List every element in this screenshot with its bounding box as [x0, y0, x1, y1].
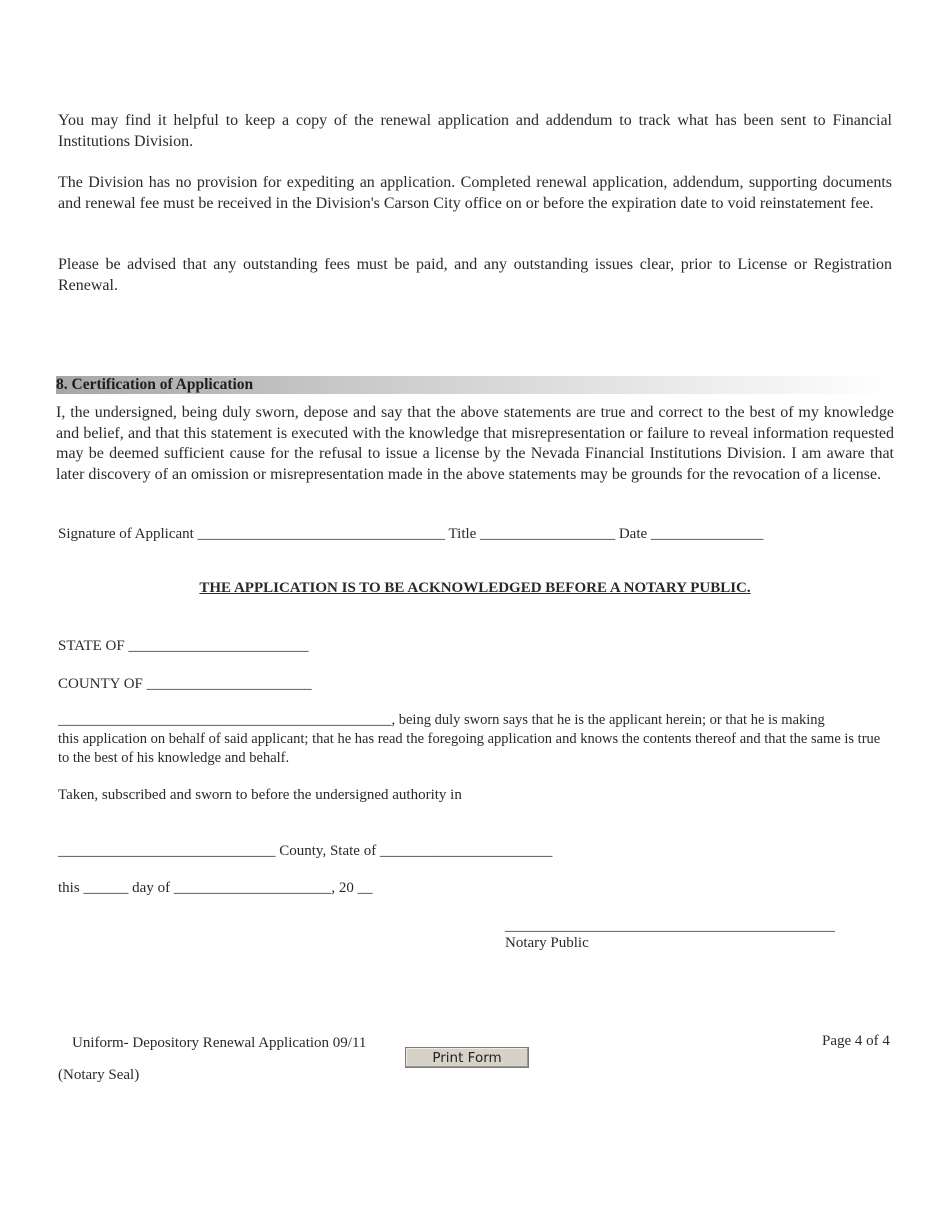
- notary-public-label: Notary Public: [505, 935, 589, 951]
- notary-seal-label: (Notary Seal): [58, 1067, 140, 1083]
- notary-signature-rule[interactable]: ____________________________________________: [505, 918, 835, 934]
- print-form-button[interactable]: Print Form: [405, 1047, 529, 1068]
- state-field[interactable]: STATE OF ________________________: [58, 638, 309, 654]
- date-day-field[interactable]: this ______ day of _____________________, 20 __: [58, 880, 373, 896]
- county-field[interactable]: COUNTY OF ______________________: [58, 676, 312, 692]
- sworn-name-field[interactable]: ______________________________________________, being duly sworn says that he is the applicant herein; or that he is making: [58, 712, 825, 728]
- intro-paragraph-copy: You may find it helpful to keep a copy of the renewal application and addendum to track what has been sent to Financial Institutions Division.: [58, 112, 892, 150]
- intro-paragraph-expedite: The Division has no provision for expediting an application. Completed renewal application, addendum, supporting documents and renewal fee must be received in the Division's Carson City office on or before the expiration date to void reinstatement fee.: [58, 174, 892, 212]
- section-title-certification: 8. Certification of Application: [56, 376, 254, 393]
- intro-paragraph-fees: Please be advised that any outstanding fees must be paid, and any outstanding issues clear, prior to License or Registration Renewal.: [58, 256, 892, 294]
- county-state-field[interactable]: _____________________________ County, State of _______________________: [58, 843, 553, 859]
- certification-statement: I, the undersigned, being duly sworn, depose and say that the above statements are true and correct to the best of my knowledge and belief, and that this statement is executed with the knowledge that misrepresentation or failure to reveal information requested may be deemed sufficient cause for the refusal to issue a license by the Nevada Financial Institutions Division. I am aware that later discovery of an omission or misrepresentation made in the above statements may be grounds for the revocation of a license.: [56, 404, 894, 483]
- sworn-statement-text: this application on behalf of said applicant; that he has read the foregoing application and knows the contents thereof and that the same is true to the best of his knowledge and behalf.: [58, 731, 881, 766]
- notary-heading: THE APPLICATION IS TO BE ACKNOWLEDGED BEFORE A NOTARY PUBLIC.: [199, 580, 751, 596]
- page-number: Page 4 of 4: [822, 1033, 890, 1049]
- signature-line[interactable]: Signature of Applicant _________________________________ Title __________________ Date _______________: [58, 526, 764, 542]
- taken-subscribed-text: Taken, subscribed and sworn to before the undersigned authority in: [58, 787, 462, 803]
- form-identifier: Uniform- Depository Renewal Application 09/11: [72, 1035, 367, 1051]
